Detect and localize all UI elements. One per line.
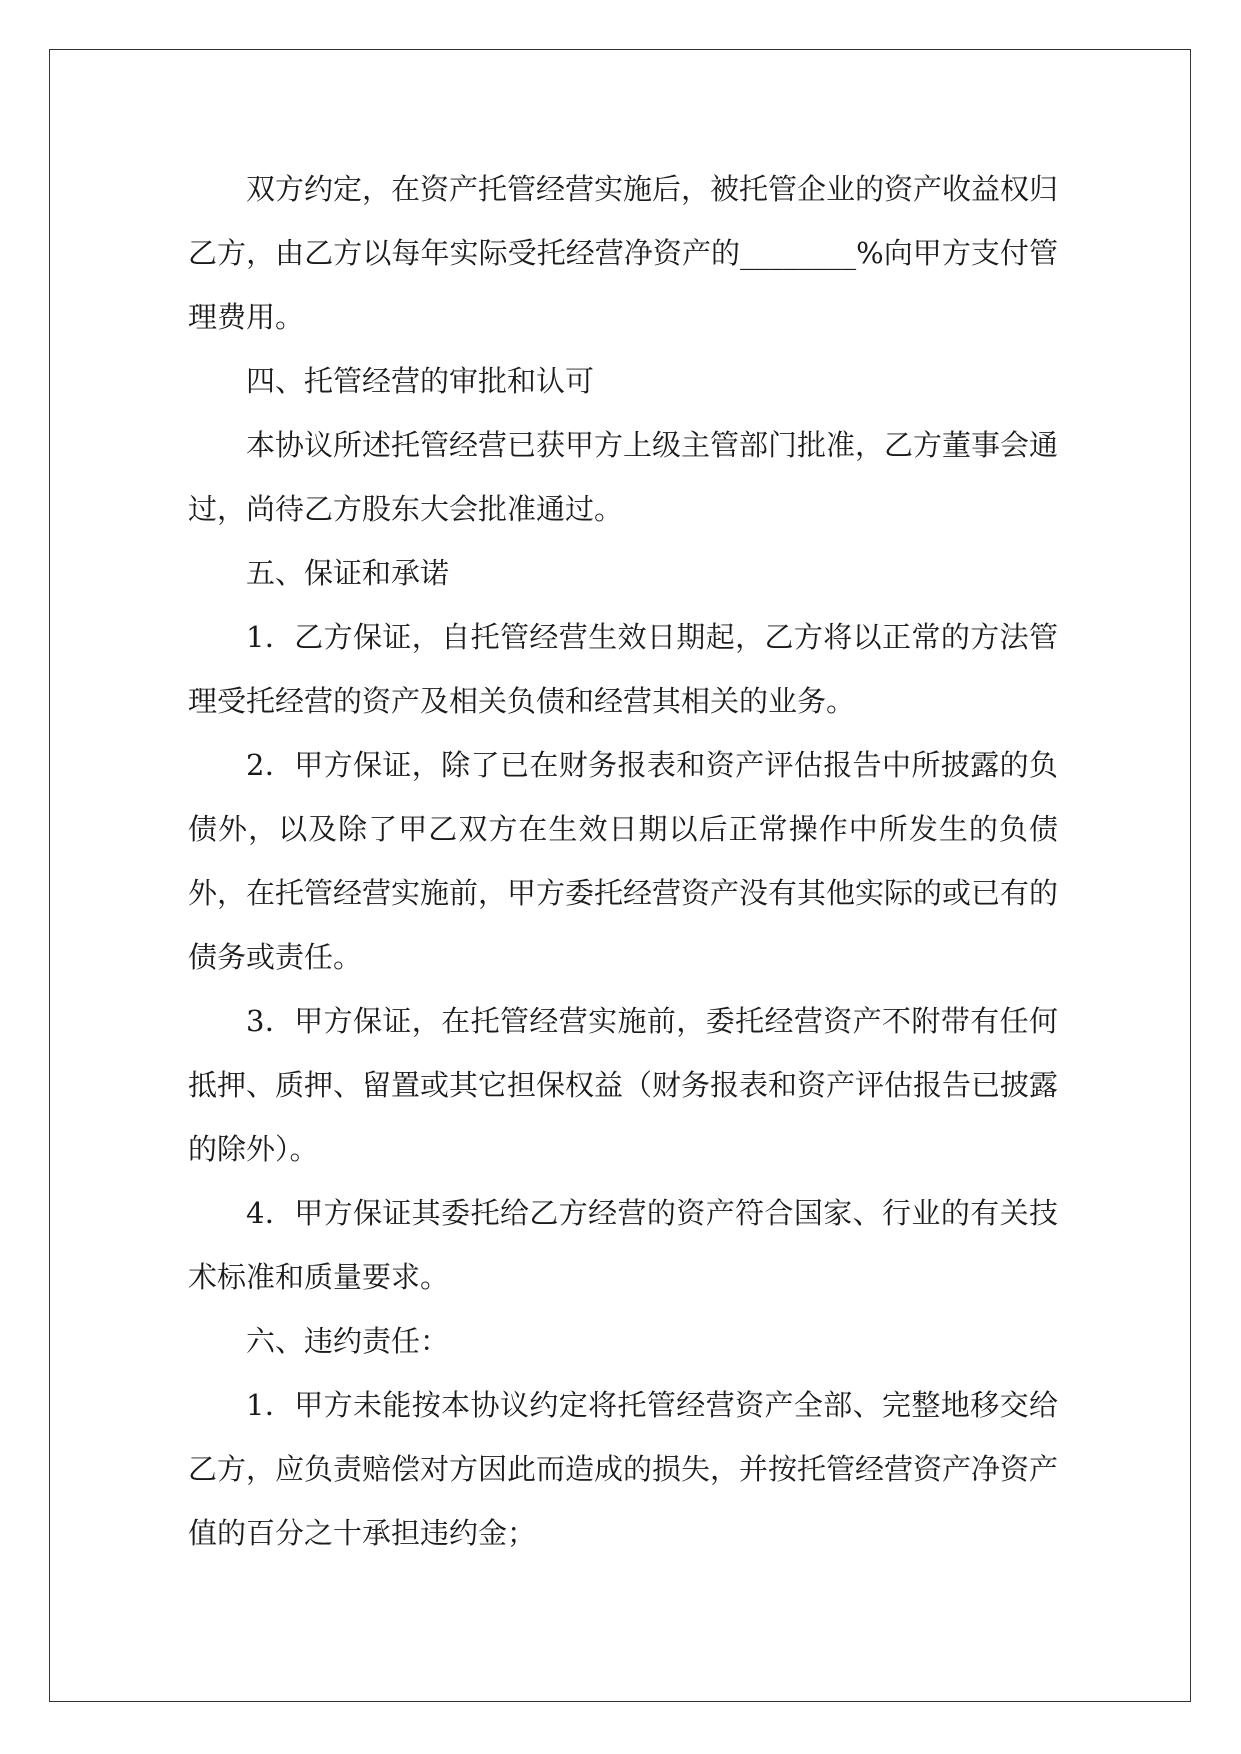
section-heading-guarantees: 五、保证和承诺	[246, 556, 450, 590]
section-heading-approval: 四、托管经营的审批和认可	[246, 364, 595, 398]
section-heading-liability: 六、违约责任：	[246, 1324, 450, 1358]
paragraph-fee-agreement: 双方约定，在资产托管经营实施后，被托管企业的资产收益权归乙方，由乙方以每年实际受托经营净资产的________%向甲方支付管理费用。	[188, 172, 1059, 334]
paragraph-liability-1: 1．甲方未能按本协议约定将托管经营资产全部、完整地移交给乙方，应负责赔偿对方因此而造成的损失，并按托管经营资产净资产值的百分之十承担违约金；	[188, 1388, 1059, 1550]
paragraph-guarantee-4: 4．甲方保证其委托给乙方经营的资产符合国家、行业的有关技术标准和质量要求。	[188, 1196, 1058, 1294]
paragraph-approval: 本协议所述托管经营已获甲方上级主管部门批准，乙方董事会通过，尚待乙方股东大会批准通过。	[188, 428, 1059, 526]
paragraph-guarantee-3: 3．甲方保证，在托管经营实施前，委托经营资产不附带有任何抵押、质押、留置或其它担保权益（财务报表和资产评估报告已披露的除外）。	[188, 1004, 1059, 1166]
document-body	[188, 157, 1058, 1565]
paragraph-guarantee-1: 1．乙方保证，自托管经营生效日期起，乙方将以正常的方法管理受托经营的资产及相关负债和经营其相关的业务。	[188, 620, 1058, 718]
paragraph-guarantee-2: 2．甲方保证，除了已在财务报表和资产评估报告中所披露的负债外，以及除了甲乙双方在生效日期以后正常操作中所发生的负债外，在托管经营实施前，甲方委托经营资产没有其他实际的或已有的债务或责任。	[188, 748, 1059, 974]
